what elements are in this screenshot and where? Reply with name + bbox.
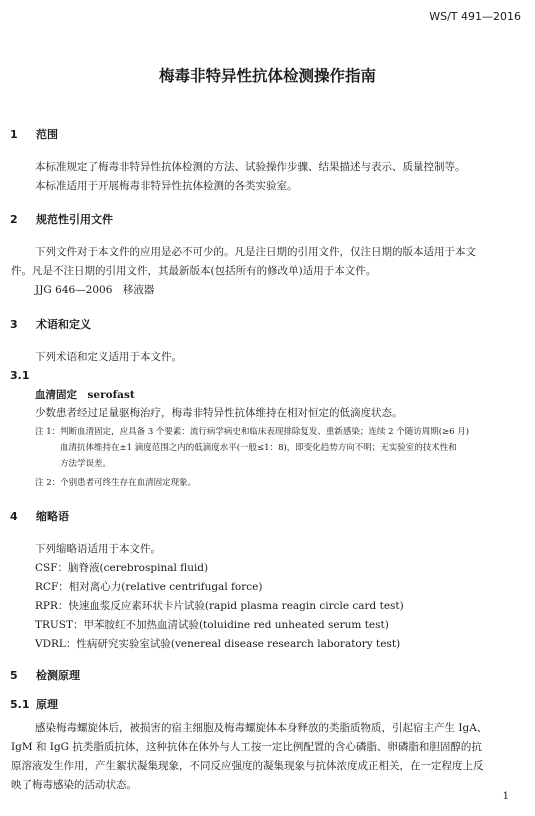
section-4-heading <box>10 508 69 524</box>
section-number: 2 <box>10 213 18 226</box>
section-title: 检测原理 <box>36 669 80 682</box>
subsection-number: 3.1 <box>10 369 30 382</box>
section-1-heading <box>10 126 58 142</box>
paragraph-line: 原溶液发生作用，产生絮状凝集现象，不同反应强度的凝集现象与抗体浓度成正相关，在一定程度上反 <box>11 760 484 772</box>
page-number: 1 <box>502 791 509 802</box>
paragraph: 件。凡是不注日期的引用文件，其最新版本(包括所有的修改单)适用于本文件。 <box>11 265 377 277</box>
normative-reference: JJG 646—2006 移液器 <box>35 284 155 296</box>
subsection-title: 原理 <box>36 698 58 711</box>
section-title: 缩略语 <box>36 510 69 523</box>
abbreviation-item: VDRL：性病研究实验室试验(venereal disease research laboratory test) <box>35 638 401 650</box>
section-3-heading <box>10 316 91 332</box>
section-5-heading <box>10 667 80 683</box>
note-1-line-1: 注 1：判断血清固定，应具备 3 个要素：流行病学病史和临床表现排除复发、重新感染；连续 2 个随访周期(≥6 月) <box>35 427 470 437</box>
paragraph-line: 映了梅毒感染的活动状态。 <box>11 779 137 791</box>
subsection-number: 5.1 <box>10 698 30 711</box>
paragraph: 下列缩略语适用于本文件。 <box>35 543 161 555</box>
note-1-line-2: 血清抗体维持在±1 滴度范围之内的低滴度水平(一般≤1：8)，即变化趋势方向不明；无实验室的技术性和 <box>60 443 457 453</box>
note-2: 注 2：个别患者可终生存在血清固定现象。 <box>35 478 197 488</box>
term-definition: 少数患者经过足量驱梅治疗，梅毒非特异性抗体维持在相对恒定的低滴度状态。 <box>35 407 403 419</box>
abbreviation-item: RPR：快速血浆反应素环状卡片试验(rapid plasma reagin circle card test) <box>35 600 404 612</box>
paragraph-line: 感染梅毒螺旋体后，被损害的宿主细胞及梅毒螺旋体本身释放的类脂质物质，引起宿主产生 IgA、 <box>35 722 488 734</box>
term-entry: 血清固定 serofast <box>35 389 135 401</box>
section-number: 5 <box>10 669 18 682</box>
abbreviation-item: RCF：相对离心力(relative centrifugal force) <box>35 581 263 593</box>
section-number: 4 <box>10 510 18 523</box>
section-title: 术语和定义 <box>36 318 91 331</box>
page-title: 梅毒非特异性抗体检测操作指南 <box>158 67 376 85</box>
standard-code: WS/T 491—2016 <box>429 10 521 23</box>
paragraph-line: IgM 和 IgG 抗类脂质抗体，这种抗体在体外与人工按一定比例配置的含心磷脂、卵磷脂和胆固醇的抗 <box>11 741 482 753</box>
section-2-heading <box>10 211 113 227</box>
paragraph: 本标准适用于开展梅毒非特异性抗体检测的各类实验室。 <box>35 180 298 192</box>
paragraph: 下列文件对于本文件的应用是必不可少的。凡是注日期的引用文件，仅注日期的版本适用于本文 <box>35 246 476 258</box>
section-title: 范围 <box>36 128 58 141</box>
note-1-line-3: 方法学误差。 <box>60 459 112 469</box>
section-number: 1 <box>10 128 18 141</box>
subsection-5-1-heading <box>10 696 58 712</box>
paragraph: 本标准规定了梅毒非特异性抗体检测的方法、试验操作步骤、结果描述与表示、质量控制等。 <box>35 161 466 173</box>
paragraph: 下列术语和定义适用于本文件。 <box>35 351 182 363</box>
abbreviation-item: CSF：脑脊液(cerebrospinal fluid) <box>35 562 209 574</box>
abbreviation-item: TRUST：甲苯胺红不加热血清试验(toluidine red unheated serum test) <box>35 619 389 631</box>
section-title: 规范性引用文件 <box>36 213 113 226</box>
section-number: 3 <box>10 318 18 331</box>
